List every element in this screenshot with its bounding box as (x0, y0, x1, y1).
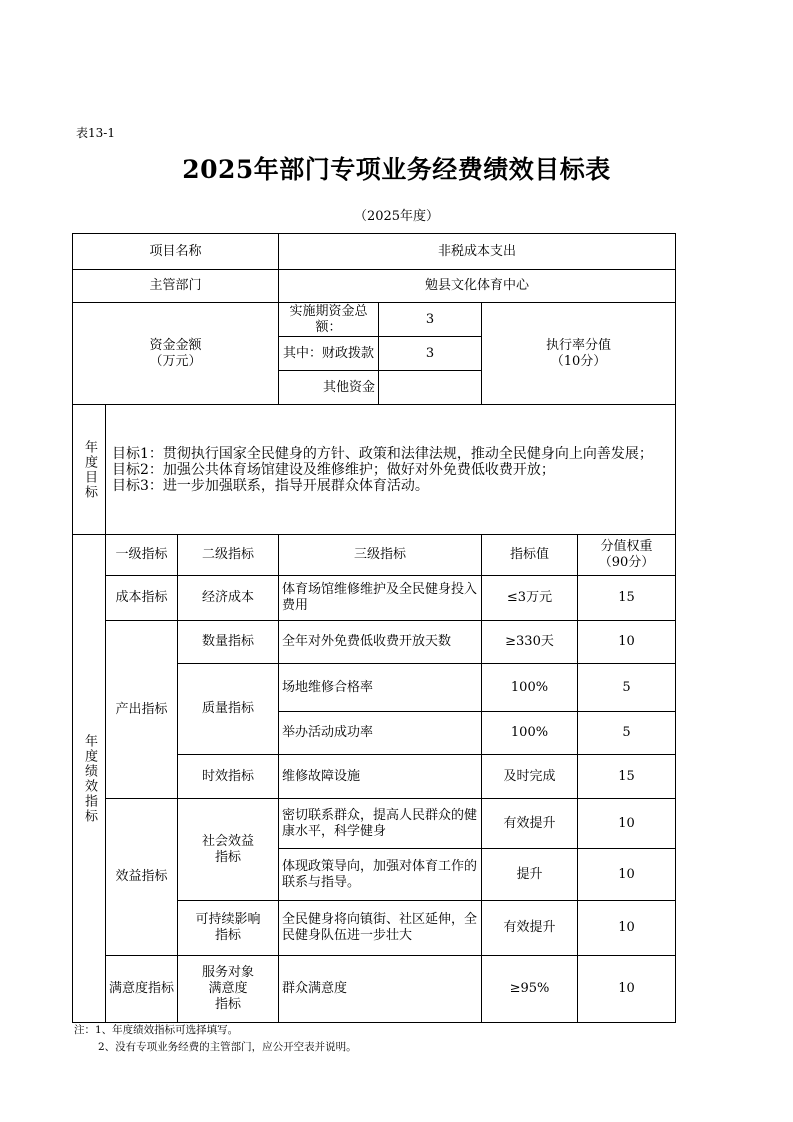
indicators-label: 年度绩效指标 (82, 733, 97, 824)
sub-social: 社会效益 指标 (178, 799, 279, 901)
value-benefit-1: 有效提升 (482, 799, 578, 849)
funds-fiscal-value: 3 (379, 337, 482, 371)
note-2: 2、没有专项业务经费的主管部门，应公开空表并说明。 (98, 1041, 357, 1053)
header-level1: 一级指标 (106, 535, 178, 576)
indicators-label-cell (73, 535, 106, 1023)
header-level3: 三级指标 (279, 535, 482, 576)
group-satisfaction: 满意度指标 (106, 956, 178, 1023)
note-1: 注：1、年度绩效指标可选择填写。 (74, 1024, 239, 1036)
weight-output-3: 5 (578, 712, 676, 755)
weight-benefit-2: 10 (578, 849, 676, 901)
table-number: 表13-1 (76, 126, 115, 140)
weight-output-4: 15 (578, 755, 676, 799)
goal-1: 目标1：贯彻执行国家全民健身的方针、政策和法律法规，推动全民健身向上向善发展； (112, 445, 653, 462)
header-level2: 二级指标 (178, 535, 279, 576)
project-name-label: 项目名称 (73, 234, 279, 270)
dept-label: 主管部门 (73, 270, 279, 303)
sub-timeliness: 时效指标 (178, 755, 279, 799)
funds-other-label: 其他资金 (279, 371, 379, 405)
weight-satisfaction-1: 10 (578, 956, 676, 1023)
l3-cost-1: 体育场馆维修维护及全民健身投入费用 (279, 576, 482, 621)
goal-3: 目标3：进一步加强联系，指导开展群众体育活动。 (112, 477, 429, 494)
sub-economic: 经济成本 (178, 576, 279, 621)
sub-service: 服务对象 满意度 指标 (178, 956, 279, 1023)
value-cost-1: ≤3万元 (482, 576, 578, 621)
l3-output-1: 全年对外免费低收费开放天数 (279, 621, 482, 664)
project-name-value: 非税成本支出 (279, 234, 676, 270)
dept-value: 勉县文化体育中心 (279, 270, 676, 303)
value-benefit-3: 有效提升 (482, 901, 578, 956)
exec-rate-label: 执行率分值 （10分） (482, 303, 676, 405)
group-benefit: 效益指标 (106, 799, 178, 956)
weight-output-1: 10 (578, 621, 676, 664)
value-satisfaction-1: ≥95% (482, 956, 578, 1023)
l3-output-4: 维修故障设施 (279, 755, 482, 799)
l3-benefit-3: 全民健身将向镇街、社区延伸，全民健身队伍进一步壮大 (279, 901, 482, 956)
value-benefit-2: 提升 (482, 849, 578, 901)
weight-output-2: 5 (578, 664, 676, 712)
group-output: 产出指标 (106, 621, 178, 799)
page-title: 2025年部门专项业务经费绩效目标表 (182, 155, 611, 184)
group-cost: 成本指标 (106, 576, 178, 621)
funds-total-label: 实施期资金总额： (279, 303, 379, 337)
fiscal-year: （2025年度） (353, 209, 440, 224)
goals-label-cell (73, 405, 106, 535)
l3-benefit-1: 密切联系群众，提高人民群众的健康水平，科学健身 (279, 799, 482, 849)
funds-label: 资金金额 （万元） (73, 303, 279, 405)
goals-content (106, 405, 676, 535)
performance-table (72, 233, 676, 1023)
funds-fiscal-label: 其中：财政拨款 (279, 337, 379, 371)
sub-sustain: 可持续影响 指标 (178, 901, 279, 956)
weight-benefit-1: 10 (578, 799, 676, 849)
goals-label: 年度目标 (82, 439, 97, 500)
header-value: 指标值 (482, 535, 578, 576)
l3-output-3: 举办活动成功率 (279, 712, 482, 755)
value-output-1: ≥330天 (482, 621, 578, 664)
weight-benefit-3: 10 (578, 901, 676, 956)
l3-satisfaction-1: 群众满意度 (279, 956, 482, 1023)
l3-benefit-2: 体现政策导向，加强对体育工作的联系与指导。 (279, 849, 482, 901)
funds-total-value: 3 (379, 303, 482, 337)
header-weight: 分值权重 （90分） (578, 535, 676, 576)
goal-2: 目标2：加强公共体育场馆建设及维修维护；做好对外免费低收费开放； (112, 461, 555, 478)
sub-quality: 质量指标 (178, 664, 279, 755)
value-output-4: 及时完成 (482, 755, 578, 799)
sub-quantity: 数量指标 (178, 621, 279, 664)
l3-output-2: 场地维修合格率 (279, 664, 482, 712)
weight-cost-1: 15 (578, 576, 676, 621)
value-output-3: 100% (482, 712, 578, 755)
value-output-2: 100% (482, 664, 578, 712)
funds-other-value (379, 371, 482, 405)
